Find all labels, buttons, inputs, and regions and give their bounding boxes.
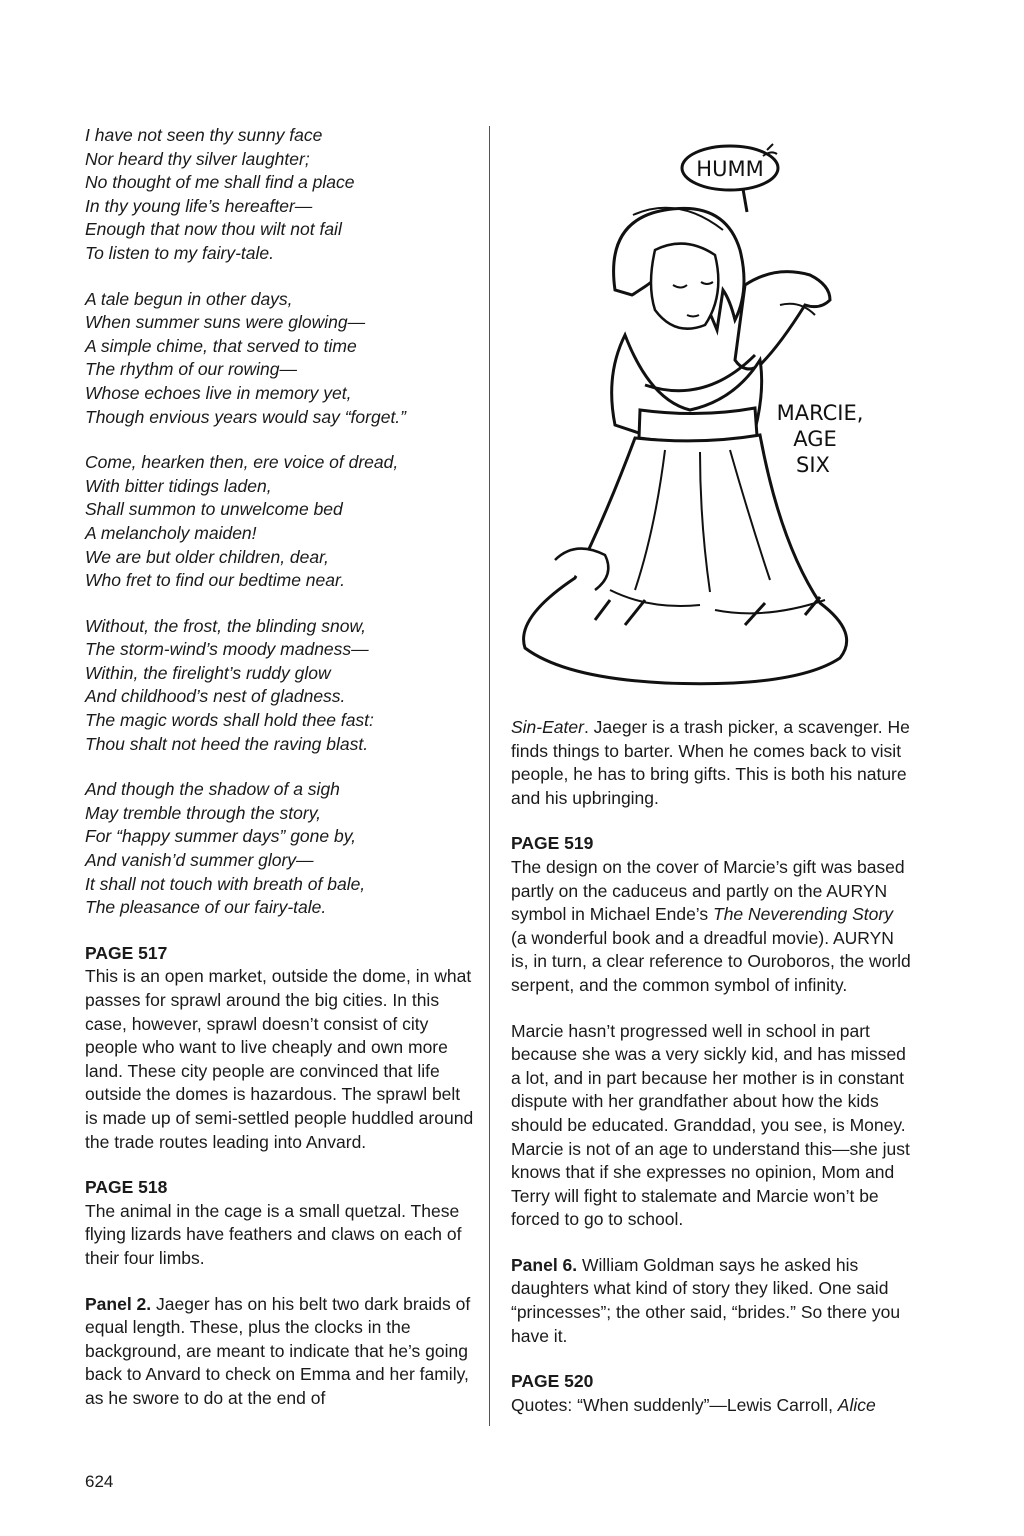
poem-line: Nor heard thy silver laughter; <box>85 148 310 169</box>
poem-line: No thought of me shall find a place <box>85 172 355 193</box>
section-body: The animal in the cage is a small quetzal. These flying lizards have feathers and claws on each of their four limbs. <box>85 1200 462 1268</box>
poem-stanza <box>85 778 475 920</box>
poem-line: A melancholy maiden! <box>85 522 257 543</box>
page-number: 624 <box>85 1472 114 1491</box>
poem-line: May tremble through the story, <box>85 802 322 823</box>
section-body: This is an open market, outside the dome, in what passes for sprawl around the big cities. In this case, however, sprawl doesn’t consist of city people who want to live cheaply and own more land. These city people are convinced that life outside the domes is hazardous. The sprawl belt is made up of semi-settled people huddled around the trade routes leading into Anvard. <box>85 966 474 1152</box>
section-heading: PAGE 520 <box>511 1371 594 1392</box>
poem-line: With bitter tidings laden, <box>85 475 272 496</box>
paragraph-text: . Jaeger is a trash picker, a scavenger. He finds things to barter. When he comes back to visit people, he has to bring gifts. This is both his nature and his upbringing. <box>511 717 910 808</box>
section-heading: PAGE 517 <box>85 942 168 963</box>
body-text: The design on the cover of Marcie’s gift was based partly on the caduceus and partly on the AURYN symbol in Michael Ende’s <box>511 856 905 925</box>
caption-line: SIX <box>796 453 830 477</box>
book-title: Sin-Eater <box>511 717 584 737</box>
section-page-517 <box>85 942 475 1154</box>
poem-line: And vanish’d summer glory— <box>85 850 314 871</box>
poem <box>85 124 475 920</box>
poem-line: To listen to my fairy-tale. <box>85 242 275 263</box>
speech-text: HUMM <box>696 157 764 181</box>
column-divider <box>489 126 490 1426</box>
poem-line: Without, the frost, the blinding snow, <box>85 615 366 636</box>
poem-stanza <box>85 615 475 757</box>
poem-line: The magic words shall hold thee fast: <box>85 710 374 731</box>
section-body <box>511 856 911 998</box>
poem-line: It shall not touch with breath of bale, <box>85 873 366 894</box>
poem-line: Who fret to find our bedtime near. <box>85 570 346 591</box>
section-page-518 <box>85 1176 475 1270</box>
poem-line: Though envious years would say “forget.” <box>85 406 406 427</box>
poem-stanza <box>85 451 475 593</box>
poem-line: We are but older children, dear, <box>85 546 329 567</box>
poem-line: The storm-wind’s moody madness— <box>85 639 369 660</box>
poem-line: And though the shadow of a sigh <box>85 779 340 800</box>
section-heading: PAGE 518 <box>85 1177 168 1198</box>
body-text: (a wonderful book and a dreadful movie). AURYN is, in turn, a clear reference to Ouroboros, the world serpent, and the common symbol of infinity. <box>511 927 911 995</box>
continued-paragraph <box>511 716 911 810</box>
marcie-paragraph: Marcie hasn’t progressed well in school in part because she was a very sickly kid, and has missed a lot, and in part because her mother is in constant dispute with her grandfather about how the kids should be educated. Granddad, you see, is Money. Marcie is not of an age to understand this—she just knows that if she expresses no opinion, Mom and Terry will fight to stalemate and Marcie won’t be forced to go to school. <box>511 1020 910 1230</box>
marcie-illustration <box>515 120 895 700</box>
poem-line: Thou shalt not heed the raving blast. <box>85 733 369 754</box>
poem-line: For “happy summer days” gone by, <box>85 826 357 847</box>
poem-line: The pleasance of our fairy-tale. <box>85 897 327 918</box>
poem-line: Whose echoes live in memory yet, <box>85 382 352 403</box>
panel-2-note <box>85 1293 475 1411</box>
poem-stanza <box>85 288 475 430</box>
caption-line: MARCIE, <box>776 401 864 425</box>
section-page-519 <box>511 832 911 997</box>
poem-line: Come, hearken then, ere voice of dread, <box>85 452 399 473</box>
speech-bubble <box>682 144 778 212</box>
panel-label: Panel 6. <box>511 1254 578 1275</box>
section-heading: PAGE 519 <box>511 833 594 854</box>
poem-line: I have not seen thy sunny face <box>85 125 323 145</box>
panel-label: Panel 2. <box>85 1293 152 1314</box>
poem-line: Within, the firelight’s ruddy glow <box>85 662 331 683</box>
poem-line: A tale begun in other days, <box>85 288 293 309</box>
section-body <box>511 1394 911 1418</box>
panel-text: Jaeger has on his belt two dark braids of equal length. These, plus the clocks in the background, are meant to indicate that he’s going back to Anvard to check on Emma and her family, as he swore to do at the end of <box>85 1293 471 1408</box>
poem-line: And childhood’s nest of gladness. <box>85 686 346 707</box>
book-title: Alice <box>837 1394 876 1415</box>
poem-line: The rhythm of our rowing— <box>85 359 298 380</box>
left-column <box>85 124 475 1433</box>
poem-line: When summer suns were glowing— <box>85 312 366 333</box>
caption-line: AGE <box>793 427 837 451</box>
poem-line: A simple chime, that served to time <box>85 335 357 356</box>
book-title: The Neverending Story <box>713 904 893 925</box>
illustration-caption <box>777 401 864 477</box>
section-page-520 <box>511 1370 911 1417</box>
poem-line: Enough that now thou wilt not fail <box>85 219 342 240</box>
body-text: Quotes: “When suddenly”—Lewis Carroll, <box>511 1394 838 1415</box>
panel-text: William Goldman says he asked his daughters what kind of story they liked. One said “princesses”; the other said, “brides.” So there you have it. <box>511 1254 901 1346</box>
right-column <box>511 716 911 1439</box>
poem-line: In thy young life’s hereafter— <box>85 195 313 216</box>
poem-line: Shall summon to unwelcome bed <box>85 499 343 520</box>
panel-6-note <box>511 1254 911 1348</box>
poem-stanza <box>85 124 475 266</box>
